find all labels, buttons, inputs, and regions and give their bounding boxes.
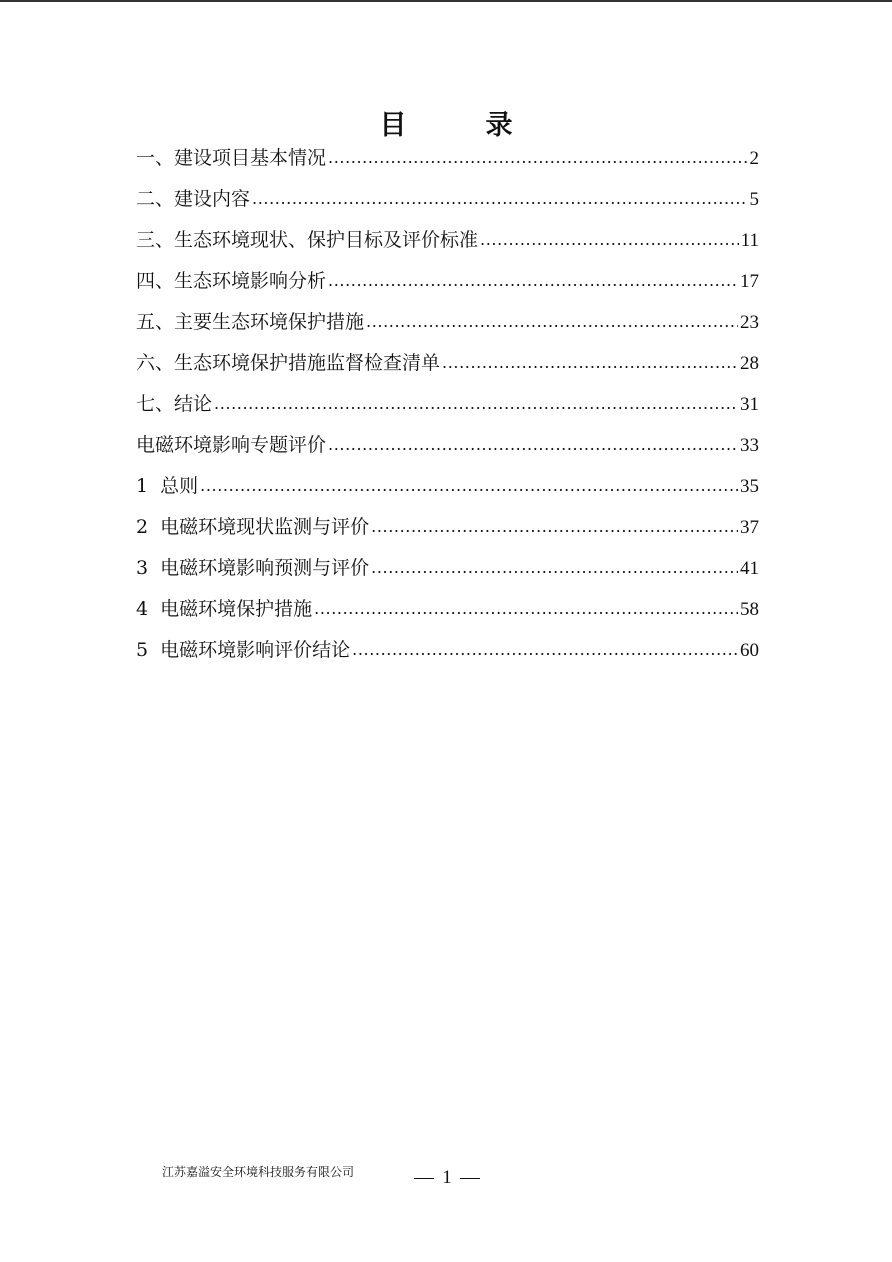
dot-leader xyxy=(328,140,747,175)
toc-entry[interactable] xyxy=(136,510,759,551)
toc-entry-page: 28 xyxy=(740,353,759,374)
toc-entry[interactable] xyxy=(136,387,759,428)
toc-entry-page: 17 xyxy=(740,271,759,292)
dot-leader xyxy=(314,591,738,626)
toc-entry-title: 四、生态环境影响分析 xyxy=(136,270,327,292)
dot-leader xyxy=(200,468,738,503)
toc-entry[interactable] xyxy=(136,223,759,264)
dot-leader xyxy=(366,304,738,339)
toc-entry[interactable] xyxy=(136,346,759,387)
toc-entry[interactable] xyxy=(136,469,759,510)
dot-leader xyxy=(371,550,738,585)
dot-leader xyxy=(352,632,738,667)
toc-entry-title: 2 电磁环境现状监测与评价 xyxy=(136,516,370,538)
toc-entry-title: 二、建设内容 xyxy=(136,188,251,210)
toc-entry-title: 六、生态环境保护措施监督检查清单 xyxy=(136,352,441,374)
dash-right xyxy=(460,1178,480,1179)
toc-entry-page: 60 xyxy=(740,640,759,661)
toc-entry-title: 1 总则 xyxy=(136,475,199,497)
page-title: 目 录 xyxy=(379,110,539,141)
dot-leader xyxy=(214,386,738,421)
dot-leader xyxy=(442,345,738,380)
toc-entry-page: 37 xyxy=(740,517,759,538)
toc-entry-title: 一、建设项目基本情况 xyxy=(136,147,327,169)
toc-entry-page: 11 xyxy=(740,230,759,251)
dot-leader xyxy=(480,222,739,257)
toc-entry-title: 电磁环境影响专题评价 xyxy=(136,434,327,456)
toc-entry-page: 31 xyxy=(740,394,759,415)
dash-left xyxy=(414,1178,434,1179)
toc-entry[interactable] xyxy=(136,551,759,592)
top-border-line xyxy=(0,0,892,2)
dot-leader xyxy=(252,181,747,216)
dot-leader xyxy=(328,263,738,298)
footer-page-number: 1 xyxy=(442,1167,452,1188)
footer-page-number-block xyxy=(404,1166,490,1190)
toc-entry[interactable] xyxy=(136,428,759,469)
toc-entry-title: 4 电磁环境保护措施 xyxy=(136,598,313,620)
table-of-contents xyxy=(136,141,759,674)
dot-leader xyxy=(328,427,738,462)
toc-entry[interactable] xyxy=(136,264,759,305)
toc-entry-page: 58 xyxy=(740,599,759,620)
toc-entry[interactable] xyxy=(136,305,759,346)
toc-entry-title: 七、结论 xyxy=(136,393,213,415)
toc-entry-title: 三、生态环境现状、保护目标及评价标准 xyxy=(136,229,479,251)
toc-entry[interactable] xyxy=(136,633,759,674)
toc-entry-title: 五、主要生态环境保护措施 xyxy=(136,311,365,333)
toc-entry-page: 23 xyxy=(740,312,759,333)
toc-entry-page: 35 xyxy=(740,476,759,497)
footer-company-name: 江苏嘉溢安全环境科技服务有限公司 xyxy=(162,1165,355,1179)
toc-entry-page: 33 xyxy=(740,435,759,456)
toc-entry-title: 5 电磁环境影响评价结论 xyxy=(136,639,351,661)
toc-entry[interactable] xyxy=(136,592,759,633)
toc-entry[interactable] xyxy=(136,141,759,182)
toc-entry-page: 41 xyxy=(740,558,759,579)
toc-entry-page: 5 xyxy=(749,189,759,210)
toc-entry-page: 2 xyxy=(749,148,759,169)
dot-leader xyxy=(371,509,738,544)
toc-entry-title: 3 电磁环境影响预测与评价 xyxy=(136,557,370,579)
toc-entry[interactable] xyxy=(136,182,759,223)
